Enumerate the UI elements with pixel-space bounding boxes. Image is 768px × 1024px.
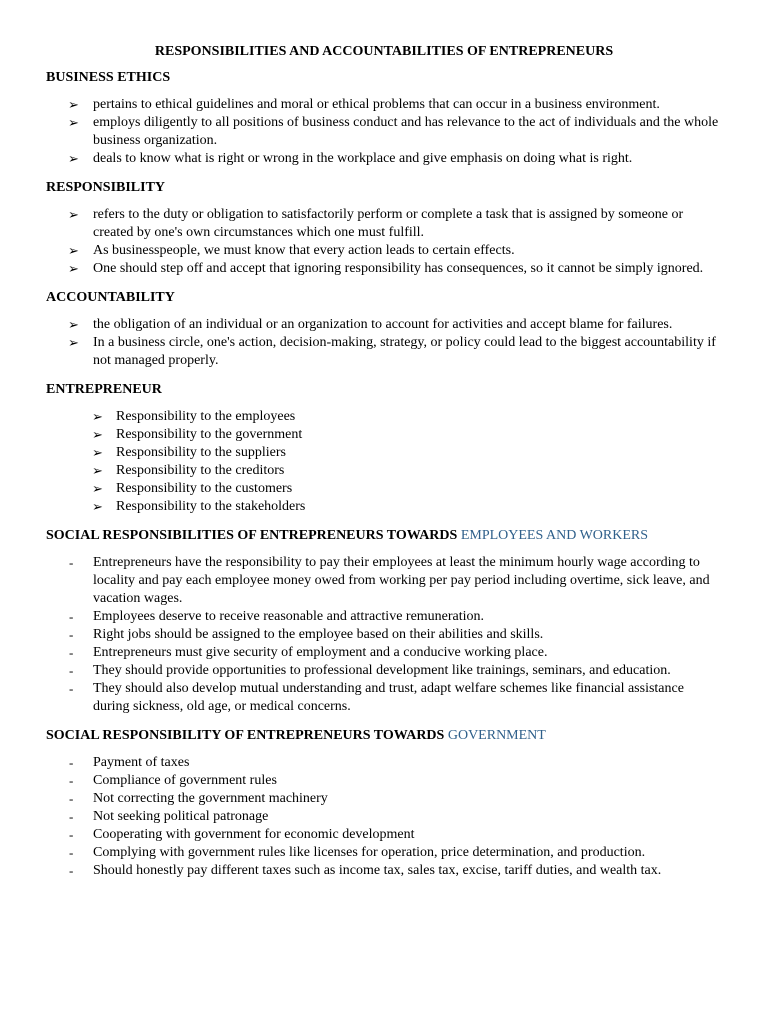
dash-bullet-icon: - bbox=[69, 809, 74, 824]
list-item: - Not seeking political patronage bbox=[69, 809, 269, 824]
list-item: - They should provide opportunities to professional development like trainings, seminars, and education. bbox=[69, 663, 671, 678]
list-item: - Entrepreneurs have the responsibility to pay their employees at least the minimum hourly wage according to locality and pay each employee money owed from working per pay period including overtime, sick leave, and vacation wages. bbox=[69, 555, 710, 606]
list-item: - Should honestly pay different taxes such as income tax, sales tax, excise, tariff duties, and wealth tax. bbox=[69, 863, 662, 878]
dash-bullet-icon: - bbox=[69, 845, 74, 860]
arrow-bullet-icon: ➢ bbox=[92, 409, 103, 424]
list-item: ➢ One should step off and accept that ignoring responsibility has consequences, so it cannot be simply ignored. bbox=[68, 261, 704, 276]
entrepreneur-list bbox=[46, 408, 722, 516]
list-item: ➢ Responsibility to the employees bbox=[92, 409, 296, 424]
government-heading-accent: GOVERNMENT bbox=[447, 728, 546, 743]
dash-bullet-icon: - bbox=[69, 791, 74, 806]
dash-bullet-icon: - bbox=[69, 645, 74, 660]
business-ethics-list bbox=[46, 96, 722, 168]
list-item: ➢ the obligation of an individual or an organization to account for activities and accept blame for failures. bbox=[68, 317, 673, 332]
arrow-bullet-icon: ➢ bbox=[68, 115, 79, 130]
arrow-bullet-icon: ➢ bbox=[68, 207, 79, 222]
government-list bbox=[46, 754, 722, 880]
list-item: - Right jobs should be assigned to the employee based on their abilities and skills. bbox=[69, 627, 544, 642]
list-item: ➢ Responsibility to the suppliers bbox=[92, 445, 286, 460]
responsibility-list bbox=[46, 206, 722, 278]
list-item: - They should also develop mutual understanding and trust, adapt welfare schemes like financial assistance during sickness, old age, or medical concerns. bbox=[69, 681, 684, 714]
employees-list bbox=[46, 554, 722, 716]
list-item: ➢ employs diligently to all positions of business conduct and has relevance to the act of individuals and the whole business organization. bbox=[68, 115, 719, 148]
dash-bullet-icon: - bbox=[69, 773, 74, 788]
arrow-bullet-icon: ➢ bbox=[68, 261, 79, 276]
list-item: - Not correcting the government machinery bbox=[69, 791, 328, 806]
arrow-bullet-icon: ➢ bbox=[92, 463, 103, 478]
arrow-bullet-icon: ➢ bbox=[68, 97, 79, 112]
list-item: - Entrepreneurs must give security of employment and a conducive working place. bbox=[69, 645, 548, 660]
arrow-bullet-icon: ➢ bbox=[92, 481, 103, 496]
dash-bullet-icon: - bbox=[69, 755, 74, 770]
list-item: ➢ deals to know what is right or wrong in the workplace and give emphasis on doing what is right. bbox=[68, 151, 633, 166]
employees-heading-accent: EMPLOYEES AND WORKERS bbox=[460, 528, 649, 543]
dash-bullet-icon: - bbox=[69, 681, 74, 696]
dash-bullet-icon: - bbox=[69, 609, 74, 624]
list-item: - Employees deserve to receive reasonable and attractive remuneration. bbox=[69, 609, 485, 624]
dash-bullet-icon: - bbox=[69, 863, 74, 878]
list-item: ➢ In a business circle, one's action, decision-making, strategy, or policy could lead to the biggest accountability if not managed properly. bbox=[68, 335, 716, 368]
dash-bullet-icon: - bbox=[69, 627, 74, 642]
arrow-bullet-icon: ➢ bbox=[68, 151, 79, 166]
list-item: ➢ Responsibility to the creditors bbox=[92, 463, 285, 478]
accountability-heading: ACCOUNTABILITY bbox=[46, 290, 175, 305]
dash-bullet-icon: - bbox=[69, 663, 74, 678]
accountability-list bbox=[46, 316, 722, 370]
list-item: ➢ Responsibility to the government bbox=[92, 427, 303, 442]
employees-section-heading: SOCIAL RESPONSIBILITIES OF ENTREPRENEURS TOWARDS EMPLOYEES AND WORKERS bbox=[46, 528, 649, 543]
arrow-bullet-icon: ➢ bbox=[92, 445, 103, 460]
list-item: - Compliance of government rules bbox=[69, 773, 277, 788]
arrow-bullet-icon: ➢ bbox=[92, 427, 103, 442]
list-item: ➢ refers to the duty or obligation to satisfactorily perform or complete a task that is assigned by someone or created by one's own circumstances which one must fulfill. bbox=[68, 207, 684, 240]
dash-bullet-icon: - bbox=[69, 555, 74, 570]
dash-bullet-icon: - bbox=[69, 827, 74, 842]
entrepreneur-heading: ENTREPRENEUR bbox=[46, 382, 162, 397]
document-title: RESPONSIBILITIES AND ACCOUNTABILITIES OF ENTREPRENEURS bbox=[154, 44, 614, 59]
list-item: ➢ Responsibility to the stakeholders bbox=[92, 499, 306, 514]
responsibility-heading: RESPONSIBILITY bbox=[46, 180, 166, 195]
list-item: - Payment of taxes bbox=[69, 755, 190, 770]
list-item: - Cooperating with government for economic development bbox=[69, 827, 415, 842]
arrow-bullet-icon: ➢ bbox=[68, 335, 79, 350]
business-ethics-heading: BUSINESS ETHICS bbox=[46, 70, 171, 85]
arrow-bullet-icon: ➢ bbox=[68, 243, 79, 258]
arrow-bullet-icon: ➢ bbox=[92, 499, 103, 514]
list-item: - Complying with government rules like licenses for operation, price determination, and production. bbox=[69, 845, 646, 860]
government-section-heading: SOCIAL RESPONSIBILITY OF ENTREPRENEURS TOWARDS GOVERNMENT bbox=[46, 728, 546, 743]
list-item: ➢ As businesspeople, we must know that every action leads to certain effects. bbox=[68, 243, 515, 258]
list-item: ➢ Responsibility to the customers bbox=[92, 481, 293, 496]
arrow-bullet-icon: ➢ bbox=[68, 317, 79, 332]
list-item: ➢ pertains to ethical guidelines and moral or ethical problems that can occur in a business environment. bbox=[68, 97, 660, 112]
